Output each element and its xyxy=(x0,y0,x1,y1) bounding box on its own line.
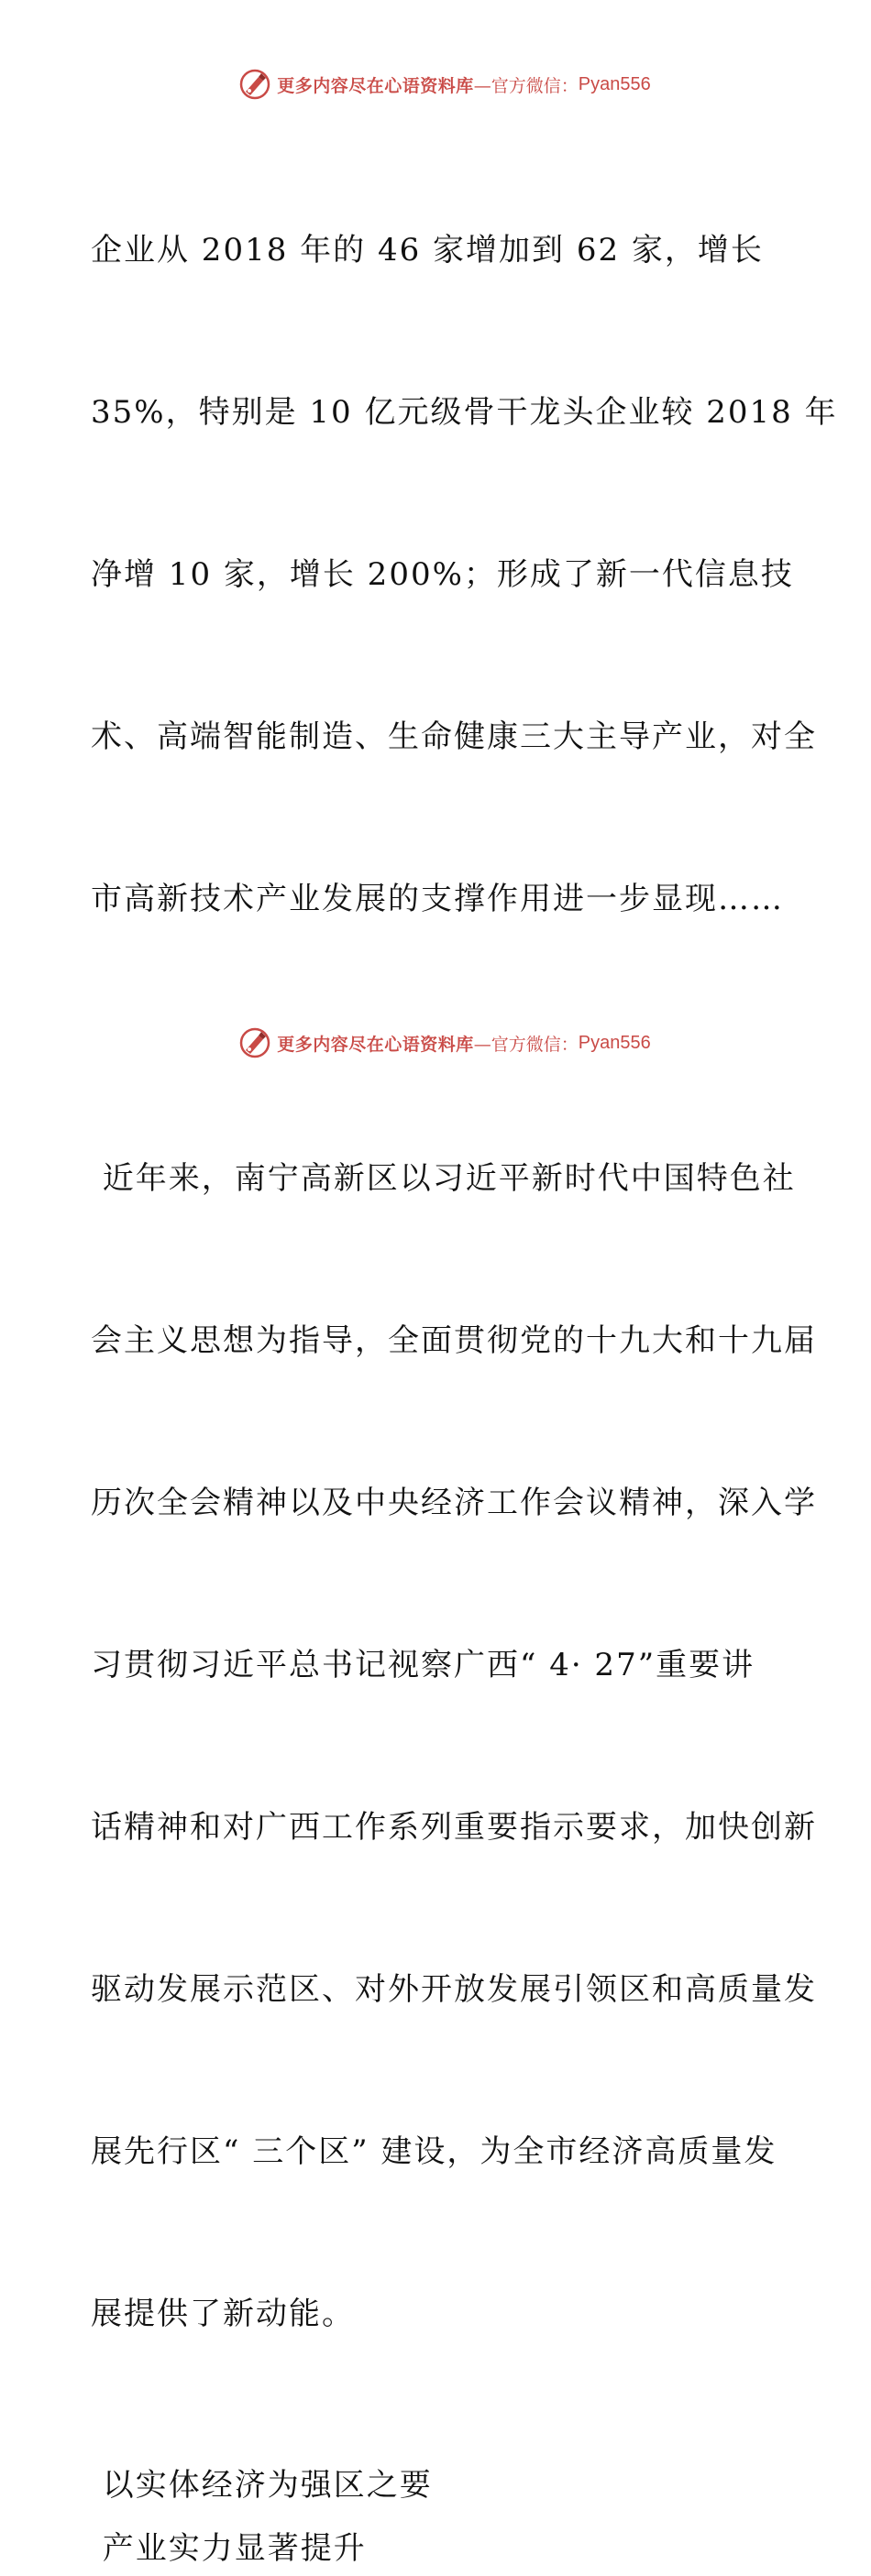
paragraph-line: 近年来，南宁高新区以习近平新时代中国特色社 xyxy=(91,1160,796,1197)
paragraph-line: 术、高端智能制造、生命健康三大主导产业，对全 xyxy=(91,718,817,755)
paragraph-gap xyxy=(91,2513,788,2522)
section-heading-2: 产业实力显著提升 xyxy=(91,2530,367,2567)
paragraph-line: 历次全会精神以及中央经济工作会议精神，深入学 xyxy=(91,1485,817,1521)
watermark-text: 更多内容尽在心语资料库 xyxy=(277,1034,474,1055)
footer-watermark xyxy=(0,1025,871,1061)
watermark-separator: —官方微信： xyxy=(473,1034,579,1055)
paragraph-line: 驱动发展示范区、对外开放发展引领区和高质量发 xyxy=(91,1971,817,2008)
paragraph-line: 净增 10 家，增长 200%；形成了新一代信息技 xyxy=(91,556,794,593)
section-heading-1: 以实体经济为强区之要 xyxy=(91,2467,433,2504)
pen-logo-icon xyxy=(238,1026,271,1059)
document-body xyxy=(91,115,838,2576)
paragraph-2 xyxy=(91,1044,817,2450)
header-watermark xyxy=(0,66,871,103)
paragraph-line: 展先行区“ 三个区” 建设，为全市经济高质量发 xyxy=(91,2133,777,2170)
paragraph-line: 35%，特别是 10 亿元级骨干龙头企业较 2018 年 xyxy=(91,394,838,431)
watermark-id: Pyan556 xyxy=(578,1032,651,1053)
watermark-text: 更多内容尽在心语资料库 xyxy=(277,75,474,96)
watermark-separator: —官方微信： xyxy=(473,75,579,96)
paragraph-line: 市高新技术产业发展的支撑作用进一步显现…… xyxy=(91,881,784,917)
pen-logo-icon xyxy=(238,68,271,101)
paragraph-line: 企业从 2018 年的 46 家增加到 62 家，增长 xyxy=(91,232,764,269)
paragraph-1 xyxy=(91,115,838,1035)
paragraph-line: 展提供了新动能。 xyxy=(91,2296,355,2332)
paragraph-line: 会主义思想为指导，全面贯彻党的十九大和十九届 xyxy=(91,1322,817,1359)
paragraph-line: 话精神和对广西工作系列重要指示要求，加快创新 xyxy=(91,1809,817,1846)
paragraph-gap xyxy=(91,2450,788,2459)
paragraph-line: 习贯彻习近平总书记视察广西“ 4· 27”重要讲 xyxy=(91,1647,755,1683)
watermark-id: Pyan556 xyxy=(578,73,651,94)
